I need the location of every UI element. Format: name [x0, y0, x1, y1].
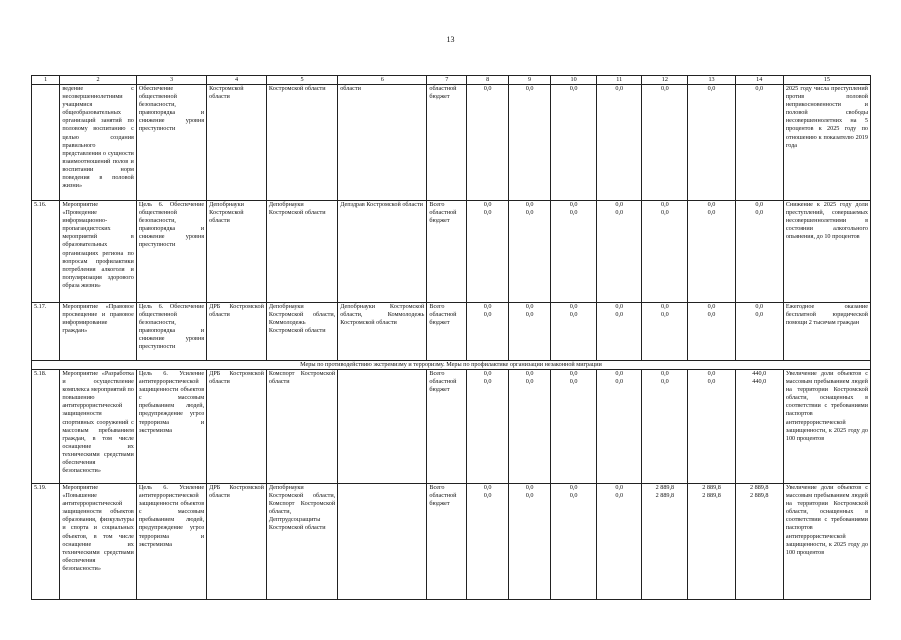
- header-cell: 7: [427, 76, 467, 85]
- header-cell: 13: [688, 76, 735, 85]
- amount-value: 440,0: [752, 370, 767, 377]
- amount-value: 0,0: [525, 484, 534, 491]
- amount-value: 2 889,8: [749, 484, 769, 491]
- expected-result: 2025 году числа преступлений против половой неприкосновенности и половой свободы несовершеннолетних на 5 процентов к 2025 году по отношению к показателю 2019 года: [783, 85, 870, 201]
- table-row: [32, 201, 871, 303]
- row-number: 5.19.: [32, 484, 60, 600]
- amount-value: 0,0: [707, 85, 716, 92]
- amount-value: 0,0: [569, 492, 578, 500]
- header-cell: 10: [551, 76, 597, 85]
- amount-value: 0,0: [483, 303, 492, 310]
- amount-value: 0,0: [615, 492, 624, 500]
- amount-value: 0,0: [483, 85, 492, 92]
- amount-value: 0,0: [483, 492, 492, 500]
- funding-source: [427, 370, 467, 484]
- amount-cell: [597, 303, 642, 361]
- co-executor: Депобрнауки Костромской области, Комспорт Костромской области, Дептрудсоцзащиты Костромской области: [266, 484, 337, 600]
- funding-source: [427, 201, 467, 303]
- amount-value: 0,0: [569, 85, 578, 92]
- goal-cell: Цель 6. Усиление антитеррористической защищенности объектов с массовым пребыванием людей, предупреждение угроз терроризма и экстремизма: [136, 484, 206, 600]
- amount-cell: [735, 85, 783, 201]
- responsible-executor: ДРБ Костромской области: [207, 370, 267, 484]
- table-row: [32, 370, 871, 484]
- participant: Депздрав Костромской области: [338, 201, 427, 303]
- participant: Депобрнауки Костромской области, Коммолодежь Костромской области: [338, 303, 427, 361]
- amount-value: 0,0: [615, 85, 624, 92]
- header-cell: 15: [783, 76, 870, 85]
- amount-value: 0,0: [661, 209, 669, 217]
- amount-cell: [735, 484, 783, 600]
- amount-cell: [688, 201, 735, 303]
- amount-value: 0,0: [707, 378, 716, 386]
- amount-value: 0,0: [755, 209, 764, 217]
- funding-source-line: областной бюджет: [429, 492, 457, 508]
- row-number: 5.16.: [32, 201, 60, 303]
- amount-value: 0,0: [661, 370, 669, 377]
- activity-name: Мероприятие «Повышение антитеррористической защищенности объектов образования, физкультуры и спорта и социальных объектов, в том числе оснащение их техническими средствами обеспечения безопасности»: [60, 484, 137, 600]
- header-cell: 1: [32, 76, 60, 85]
- amount-cell: [688, 303, 735, 361]
- section-heading: Меры по противодействию экстремизму и терроризму. Меры по профилактике организации незаконной миграции: [32, 361, 871, 370]
- amount-cell: [688, 85, 735, 201]
- amount-cell: [735, 303, 783, 361]
- amount-value: 0,0: [707, 201, 716, 208]
- amount-value: 0,0: [569, 303, 578, 310]
- funding-source-line: Всего: [429, 303, 445, 310]
- amount-value: 0,0: [569, 209, 578, 217]
- amount-value: 2 889,8: [655, 484, 675, 491]
- header-cell: 6: [338, 76, 427, 85]
- amount-cell: [735, 370, 783, 484]
- amount-cell: [735, 201, 783, 303]
- amount-value: 0,0: [569, 484, 578, 491]
- amount-value: 0,0: [615, 484, 624, 491]
- header-cell: 14: [735, 76, 783, 85]
- amount-value: 0,0: [483, 484, 492, 491]
- goal-cell: Цель 6. Обеспечение общественной безопасности, правопорядка и снижение уровня преступности: [136, 303, 206, 361]
- header-cell: 12: [642, 76, 688, 85]
- co-executor: Комспорт Костромской области: [266, 370, 337, 484]
- activity-name: ведение с несовершеннолетними учащимися общеобразовательных организаций занятий по половому воспитанию с целью создания правильного представления о сущности взаимоотношений полов и воспитании норм поведения в половой жизни»: [60, 85, 137, 201]
- amount-value: 0,0: [707, 311, 716, 319]
- amount-value: 0,0: [569, 311, 578, 319]
- co-executor: Депобрнауки Костромской области, Коммолодежь Костромской области: [266, 303, 337, 361]
- expected-result: Увеличение доли объектов с массовым пребыванием людей на территории Костромской области, оснащенных в соответствии с требованиями паспортов антитеррористической защищенности, к 2025 году до 100 процентов: [783, 370, 870, 484]
- amount-cell: [509, 85, 551, 201]
- amount-cell: [467, 85, 509, 201]
- expected-result: Снижение к 2025 году доли преступлений, совершаемых несовершеннолетними в состоянии алкогольного опьянения, до 10 процентов: [783, 201, 870, 303]
- amount-value: 0,0: [483, 378, 492, 386]
- amount-value: 0,0: [615, 370, 624, 377]
- amount-value: 0,0: [661, 303, 669, 310]
- row-number: [32, 85, 60, 201]
- amount-cell: [467, 484, 509, 600]
- responsible-executor: Костромской области: [207, 85, 267, 201]
- amount-cell: [642, 370, 688, 484]
- amount-cell: [509, 484, 551, 600]
- goal-cell: Цель 6. Обеспечение общественной безопасности, правопорядка и снижение уровня преступности: [136, 201, 206, 303]
- expected-result: Увеличение доли объектов с массовым пребыванием людей на территории Костромской области, оснащенных в соответствии с требованиями паспортов антитеррористической защищенности, к 2025 году до 100 процентов: [783, 484, 870, 600]
- amount-cell: [509, 370, 551, 484]
- responsible-executor: ДРБ Костромской области: [207, 484, 267, 600]
- amount-value: 0,0: [707, 303, 716, 310]
- funding-source-line: областной бюджет: [429, 85, 457, 101]
- amount-value: 0,0: [755, 303, 764, 310]
- amount-value: 0,0: [525, 370, 534, 377]
- page-number: 13: [446, 35, 455, 44]
- amount-value: 0,0: [525, 201, 534, 208]
- amount-value: 0,0: [483, 370, 492, 377]
- amount-value: 0,0: [525, 209, 534, 217]
- responsible-executor: Депобрнауки Костромской области: [207, 201, 267, 303]
- amount-cell: [551, 85, 597, 201]
- amount-cell: [467, 303, 509, 361]
- funding-source-line: Всего: [429, 370, 445, 377]
- amount-cell: [509, 201, 551, 303]
- activity-name: Мероприятие «Разработка и осуществление комплекса мероприятий по повышению антитеррористической защищенности спортивных сооружений с массовым пребыванием граждан, в том числе оснащение их техническими средствами обеспечения безопасности»: [60, 370, 137, 484]
- amount-cell: [597, 484, 642, 600]
- co-executor: Депобрнауки Костромской области: [266, 201, 337, 303]
- amount-value: 0,0: [661, 378, 669, 386]
- amount-cell: [551, 484, 597, 600]
- amount-value: 2 889,8: [702, 484, 721, 491]
- amount-value: 0,0: [525, 378, 534, 386]
- funding-source: [427, 303, 467, 361]
- header-cell: 4: [207, 76, 267, 85]
- amount-value: 0,0: [483, 209, 492, 217]
- amount-cell: [597, 201, 642, 303]
- expected-result: Ежегодное оказание бесплатной юридической помощи 2 тысячам граждан: [783, 303, 870, 361]
- funding-source: [427, 484, 467, 600]
- amount-value: 0,0: [755, 311, 764, 319]
- funding-source: [427, 85, 467, 201]
- amount-cell: [642, 85, 688, 201]
- goal-cell: Цель 6. Усиление антитеррористической защищенности объектов с массовым пребыванием людей, предупреждение угроз терроризма и экстремизма: [136, 370, 206, 484]
- amount-value: 0,0: [661, 85, 669, 92]
- amount-value: 0,0: [615, 311, 624, 319]
- funding-source-line: Всего: [429, 201, 445, 208]
- amount-cell: [642, 201, 688, 303]
- amount-value: 0,0: [707, 209, 716, 217]
- amount-value: 0,0: [755, 85, 764, 92]
- participant: области: [338, 85, 427, 201]
- amount-cell: [467, 370, 509, 484]
- amount-value: 2 889,8: [655, 492, 675, 500]
- amount-value: 2 889,8: [749, 492, 769, 500]
- amount-cell: [597, 370, 642, 484]
- header-cell: 3: [136, 76, 206, 85]
- program-table: [31, 75, 871, 600]
- responsible-executor: ДРБ Костромской области: [207, 303, 267, 361]
- amount-value: 440,0: [752, 378, 767, 386]
- amount-value: 0,0: [569, 201, 578, 208]
- amount-cell: [688, 484, 735, 600]
- amount-value: 0,0: [615, 378, 624, 386]
- goal-cell: Обеспечение общественной безопасности, правопорядка и снижение уровня преступности: [136, 85, 206, 201]
- header-row: [32, 76, 871, 85]
- header-cell: 8: [467, 76, 509, 85]
- funding-source-line: областной бюджет: [429, 378, 457, 394]
- amount-cell: [551, 201, 597, 303]
- header-cell: 2: [60, 76, 137, 85]
- funding-source-line: Всего: [429, 484, 445, 491]
- amount-value: 0,0: [525, 311, 534, 319]
- amount-value: 0,0: [569, 378, 578, 386]
- amount-value: 0,0: [661, 311, 669, 319]
- amount-value: 0,0: [615, 209, 624, 217]
- amount-cell: [642, 484, 688, 600]
- amount-value: 0,0: [661, 201, 669, 208]
- amount-cell: [688, 370, 735, 484]
- amount-value: 0,0: [707, 370, 716, 377]
- table-row: [32, 484, 871, 600]
- row-number: 5.17.: [32, 303, 60, 361]
- amount-value: 0,0: [525, 85, 534, 92]
- header-cell: 5: [266, 76, 337, 85]
- amount-value: 0,0: [525, 492, 534, 500]
- amount-value: 0,0: [615, 303, 624, 310]
- section-heading-row: [32, 361, 871, 370]
- amount-cell: [597, 85, 642, 201]
- table-row: [32, 85, 871, 201]
- co-executor: Костромской области: [266, 85, 337, 201]
- amount-cell: [509, 303, 551, 361]
- amount-value: 0,0: [525, 303, 534, 310]
- amount-value: 0,0: [569, 370, 578, 377]
- participant: [338, 370, 427, 484]
- funding-source-line: областной бюджет: [429, 311, 457, 327]
- amount-value: 2 889,8: [702, 492, 721, 500]
- amount-value: 0,0: [755, 201, 764, 208]
- table-row: [32, 303, 871, 361]
- header-cell: 9: [509, 76, 551, 85]
- amount-value: 0,0: [483, 311, 492, 319]
- header-cell: 11: [597, 76, 642, 85]
- amount-cell: [551, 370, 597, 484]
- amount-cell: [467, 201, 509, 303]
- amount-cell: [551, 303, 597, 361]
- funding-source-line: областной бюджет: [429, 209, 457, 225]
- amount-value: 0,0: [483, 201, 492, 208]
- row-number: 5.18.: [32, 370, 60, 484]
- amount-value: 0,0: [615, 201, 624, 208]
- activity-name: Мероприятие «Правовое просвещение и правовое информирование граждан»: [60, 303, 137, 361]
- participant: [338, 484, 427, 600]
- activity-name: Мероприятие «Проведение информационно-пропагандистских мероприятий в образовательных организациях региона по вопросам профилактики потребления алкоголя и популяризация здорового образа жизни»: [60, 201, 137, 303]
- amount-cell: [642, 303, 688, 361]
